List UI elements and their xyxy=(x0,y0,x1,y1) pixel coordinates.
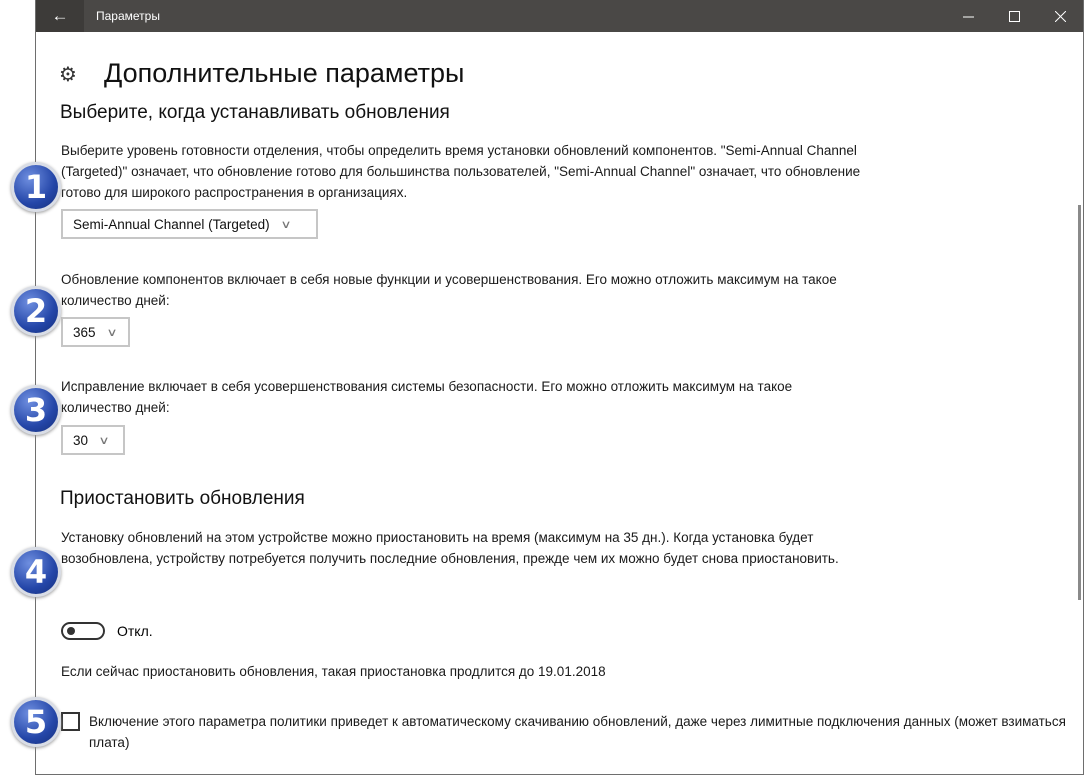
arrow-left-icon: ← xyxy=(51,6,69,25)
number-badge-1: 1 xyxy=(14,165,58,209)
branch-readiness-value: Semi-Annual Channel (Targeted) xyxy=(73,216,270,232)
chevron-down-icon: ∨ xyxy=(98,434,110,447)
quality-defer-days-dropdown[interactable] xyxy=(61,425,125,455)
metered-download-checkbox[interactable] xyxy=(61,712,80,731)
toggle-knob xyxy=(67,627,75,635)
metered-download-label: Включение этого параметра политики приведет к автоматическому скачиванию обновлений, даже через лимитные подключения данных (может взиматься плата) xyxy=(89,714,1066,750)
close-button[interactable] xyxy=(1037,0,1083,32)
pause-until-text: Если сейчас приостановить обновления, такая приостановка продлится до 19.01.2018 xyxy=(61,664,606,679)
minimize-button[interactable] xyxy=(945,0,991,32)
chevron-down-icon: ∨ xyxy=(279,218,292,231)
quality-update-description: Исправление включает в себя усовершенствования системы безопасности. Его можно отложить максимум на такое количество дней: xyxy=(61,379,793,415)
chevron-down-icon: ∨ xyxy=(105,326,118,339)
maximize-button[interactable] xyxy=(991,0,1037,32)
title-bar xyxy=(36,0,1083,32)
number-badge-3: 3 xyxy=(14,388,58,432)
settings-window xyxy=(35,0,1084,775)
number-badge-4: 4 xyxy=(14,550,58,594)
pause-updates-toggle[interactable] xyxy=(61,622,105,640)
number-badge-5: 5 xyxy=(14,700,58,744)
window-title: Параметры xyxy=(96,9,160,23)
section-heading-install: Выберите, когда устанавливать обновления xyxy=(60,102,450,123)
number-badge-2: 2 xyxy=(14,289,58,333)
feature-update-description: Обновление компонентов включает в себя новые функции и усовершенствования. Его можно отложить максимум на такое количество дней: xyxy=(61,272,837,308)
branch-description: Выберите уровень готовности отделения, чтобы определить время установки обновлений компонентов. "Semi-Annual Channel (Targeted)" означает, что обновление готово для большинства пользователей, "Semi-Annual Channel" означает, что обновление готово для широкого распространения в организациях. xyxy=(61,143,861,200)
scrollbar[interactable] xyxy=(1078,205,1081,600)
pause-description: Установку обновлений на этом устройстве можно приостановить на время (максимум на 35 дн.). Когда установка будет возобновлена, устройству потребуется получить последние обновления, прежде чем их можно будет снова приостановить. xyxy=(61,530,839,566)
section-heading-pause: Приостановить обновления xyxy=(60,488,305,509)
back-button[interactable] xyxy=(36,0,84,32)
page-title: Дополнительные параметры xyxy=(104,58,465,88)
feature-defer-days-value: 365 xyxy=(73,324,96,340)
maximize-icon xyxy=(1009,11,1020,22)
minimize-icon xyxy=(963,11,974,22)
quality-defer-days-value: 30 xyxy=(73,432,89,448)
branch-readiness-dropdown[interactable] xyxy=(61,209,318,239)
gear-icon: ⚙ xyxy=(59,64,77,86)
close-icon xyxy=(1055,11,1066,22)
feature-defer-days-dropdown[interactable] xyxy=(61,317,130,347)
pause-toggle-label: Откл. xyxy=(117,623,153,639)
